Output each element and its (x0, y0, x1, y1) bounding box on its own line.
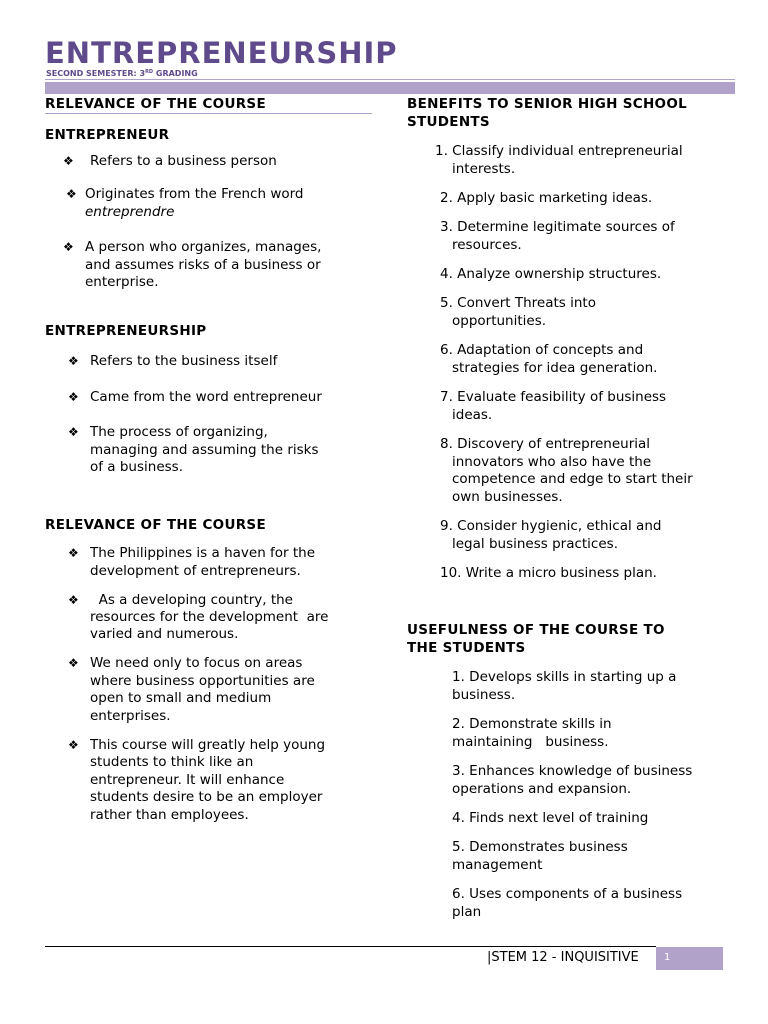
benefit-item-5-line2: opportunities. (452, 313, 547, 329)
usefulness-item-1-line1: 1. Develops skills in starting up a (452, 669, 677, 685)
relevance-item-4-line4: students desire to be an employer (90, 789, 323, 805)
benefit-item-8-line4: own businesses. (452, 489, 563, 505)
entrepreneur-item-3-line1: A person who organizes, manages, (85, 239, 322, 255)
entrepreneurship-item-3-line1: The process of organizing, (90, 424, 268, 440)
page-number-box (656, 947, 723, 970)
subtitle-text: SECOND SEMESTER: 3 (46, 69, 146, 78)
entrepreneurship-item-2: Came from the word entrepreneur (90, 389, 322, 405)
bullet-icon: ❖ (63, 154, 74, 168)
usefulness-item-2-line2: maintaining business. (452, 734, 609, 750)
benefit-item-4: 4. Analyze ownership structures. (440, 266, 662, 282)
footer-label: |STEM 12 - INQUISITIVE (487, 950, 639, 965)
relevance-item-4-line1: This course will greatly help young (90, 737, 326, 753)
entrepreneur-item-2-term: entreprendre (85, 204, 175, 220)
benefit-item-1-line1: 1. Classify individual entrepreneurial (435, 143, 683, 159)
relevance-item-3-line2: where business opportunities are (90, 673, 315, 689)
section-heading-benefits-line2: STUDENTS (407, 114, 490, 130)
header-divider (45, 79, 735, 80)
relevance-item-1-line1: The Philippines is a haven for the (90, 545, 316, 561)
usefulness-item-2-line1: 2. Demonstrate skills in (452, 716, 612, 732)
relevance-item-3-line4: enterprises. (90, 708, 171, 724)
entrepreneurship-item-3-line3: of a business. (90, 459, 183, 475)
usefulness-item-1-line2: business. (452, 687, 516, 703)
benefit-item-6-line1: 6. Adaptation of concepts and (440, 342, 644, 358)
section-heading-entrepreneur: ENTREPRENEUR (45, 127, 170, 143)
entrepreneur-item-3-line3: enterprise. (85, 274, 159, 290)
bullet-icon: ❖ (63, 240, 74, 254)
bullet-icon: ❖ (68, 425, 79, 439)
entrepreneurship-item-3-line2: managing and assuming the risks (90, 442, 319, 458)
header-band (45, 82, 735, 94)
benefit-item-10: 10. Write a micro business plan. (440, 565, 657, 581)
section-heading-relevance: RELEVANCE OF THE COURSE (45, 517, 266, 533)
subtitle-grading: GRADING (153, 69, 198, 78)
bullet-icon: ❖ (66, 187, 77, 201)
section-heading-relevance-top: RELEVANCE OF THE COURSE (45, 96, 266, 112)
entrepreneur-item-1: Refers to a business person (90, 153, 277, 169)
section-heading-underline (45, 113, 372, 114)
entrepreneur-item-2: Originates from the French word (85, 186, 304, 202)
benefit-item-3-line1: 3. Determine legitimate sources of (440, 219, 675, 235)
page-number: 1 (664, 952, 671, 963)
bullet-icon: ❖ (68, 656, 79, 670)
usefulness-item-6-line2: plan (452, 904, 482, 920)
benefit-item-3-line2: resources. (452, 237, 522, 253)
benefit-item-6-line2: strategies for idea generation. (452, 360, 658, 376)
benefit-item-2: 2. Apply basic marketing ideas. (440, 190, 653, 206)
subtitle-superscript: RD (145, 69, 154, 75)
footer-divider (45, 946, 656, 947)
relevance-item-2-line3: varied and numerous. (90, 626, 239, 642)
bullet-icon: ❖ (68, 738, 79, 752)
bullet-icon: ❖ (68, 390, 79, 404)
usefulness-item-3-line1: 3. Enhances knowledge of business (452, 763, 693, 779)
page-subtitle (46, 69, 198, 78)
entrepreneur-item-3-line2: and assumes risks of a business or (85, 257, 321, 273)
relevance-item-4-line3: entrepreneur. It will enhance (90, 772, 285, 788)
usefulness-item-6-line1: 6. Uses components of a business (452, 886, 683, 902)
section-heading-benefits-line1: BENEFITS TO SENIOR HIGH SCHOOL (407, 96, 688, 112)
benefit-item-5-line1: 5. Convert Threats into (440, 295, 596, 311)
relevance-item-1-line2: development of entrepreneurs. (90, 563, 301, 579)
section-heading-usefulness-line1: USEFULNESS OF THE COURSE TO (407, 622, 665, 638)
relevance-item-4-line5: rather than employees. (90, 807, 249, 823)
relevance-item-4-line2: students to think like an (90, 754, 254, 770)
usefulness-item-3-line2: operations and expansion. (452, 781, 632, 797)
benefit-item-8-line1: 8. Discovery of entrepreneurial (440, 436, 651, 452)
section-heading-entrepreneurship: ENTREPRENEURSHIP (45, 323, 207, 339)
benefit-item-7-line1: 7. Evaluate feasibility of business (440, 389, 667, 405)
relevance-item-2-line2: resources for the development are (90, 609, 329, 625)
usefulness-item-4: 4. Finds next level of training (452, 810, 649, 826)
relevance-item-3-line3: open to small and medium (90, 690, 272, 706)
usefulness-item-5-line1: 5. Demonstrates business (452, 839, 628, 855)
page-title: ENTREPRENEURSHIP (45, 36, 398, 70)
benefit-item-7-line2: ideas. (452, 407, 493, 423)
usefulness-item-5-line2: management (452, 857, 543, 873)
benefit-item-8-line3: competence and edge to start their (452, 471, 693, 487)
benefit-item-1-line2: interests. (452, 161, 516, 177)
benefit-item-9-line1: 9. Consider hygienic, ethical and (440, 518, 662, 534)
bullet-icon: ❖ (68, 354, 79, 368)
bullet-icon: ❖ (68, 593, 79, 607)
bullet-icon: ❖ (68, 546, 79, 560)
section-heading-usefulness-line2: THE STUDENTS (407, 640, 526, 656)
benefit-item-8-line2: innovators who also have the (452, 454, 652, 470)
entrepreneurship-item-1: Refers to the business itself (90, 353, 278, 369)
relevance-item-2-line1: As a developing country, the (90, 592, 293, 608)
relevance-item-3-line1: We need only to focus on areas (90, 655, 303, 671)
benefit-item-9-line2: legal business practices. (452, 536, 618, 552)
